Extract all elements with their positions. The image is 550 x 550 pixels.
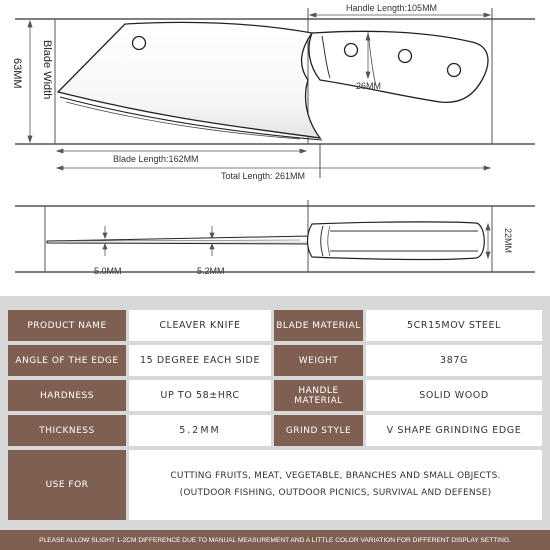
cleaver-blade <box>58 22 320 138</box>
thickness-label: THICKNESS <box>8 415 126 446</box>
product-name-value: CLEAVER KNIFE <box>129 310 271 341</box>
total-length-label: Total Length: 261MM <box>221 171 306 181</box>
use-for-line-1: CUTTING FRUITS, MEAT, VEGETABLE, BRANCHES AND SMALL OBJECTS. <box>170 471 501 481</box>
edge-angle-label: ANGLE OF THE EDGE <box>8 345 126 376</box>
grind-style-value: V SHAPE GRINDING EDGE <box>366 415 542 446</box>
handle-thickness-label: 22MM <box>503 228 513 254</box>
weight-label: WEIGHT <box>274 345 363 376</box>
use-for-line-2: (OUTDOOR FISHING, OUTDOOR PICNICS, SURVIVAL AND DEFENSE) <box>179 488 492 498</box>
weight-value: 387G <box>366 345 542 376</box>
spine-thickness-label: 5.0MM <box>94 266 122 276</box>
edge-angle-value: 15 DEGREE EACH SIDE <box>129 345 271 376</box>
handle-thickness-dimension <box>486 224 490 258</box>
blade-hole <box>133 37 146 50</box>
hardness-label: HARDNESS <box>8 380 126 411</box>
blade-width-value: 63MM <box>11 58 23 89</box>
handle-material-label: HANDLE MATERIAL <box>274 380 363 411</box>
measurement-disclaimer: PLEASE ALLOW SLIGHT 1-2CM DIFFERENCE DUE TO MANUAL MEASUREMENT AND A LITTLE COLOR VARIATION FOR DIFFERENT DISPLAY SETTING. <box>0 530 550 550</box>
use-for-value <box>129 450 542 520</box>
blade-width-dimension <box>28 21 32 142</box>
hardness-value: UP TO 58±HRC <box>129 380 271 411</box>
handle-rivet-3 <box>448 64 461 77</box>
handle-material-value: SOLID WOOD <box>366 380 542 411</box>
edge-thickness-label: 5.2MM <box>197 266 225 276</box>
handle-rivet-2 <box>399 50 412 63</box>
grind-style-label: GRIND STYLE <box>274 415 363 446</box>
handle-width-label: 26MM <box>356 81 382 91</box>
use-for-label: USE FOR <box>8 450 126 520</box>
product-name-label: PRODUCT NAME <box>8 310 126 341</box>
blade-width-label: Blade Width <box>41 40 53 100</box>
handle-length-label: Handle Length:105MM <box>346 3 438 13</box>
blade-length-dimension <box>57 149 306 153</box>
handle-length-dimension <box>310 13 490 17</box>
blade-material-label: BLADE MATERIAL <box>274 310 363 341</box>
blade-length-label: Blade Length:162MM <box>113 154 199 164</box>
top-view-handle <box>308 222 485 260</box>
total-length-dimension <box>57 166 490 170</box>
spec-table <box>0 296 550 530</box>
thickness-value: 5.2MM <box>129 415 271 446</box>
blade-material-value: 5CR15MOV STEEL <box>366 310 542 341</box>
handle-rivet-1 <box>345 44 358 57</box>
knife-handle <box>309 31 488 102</box>
